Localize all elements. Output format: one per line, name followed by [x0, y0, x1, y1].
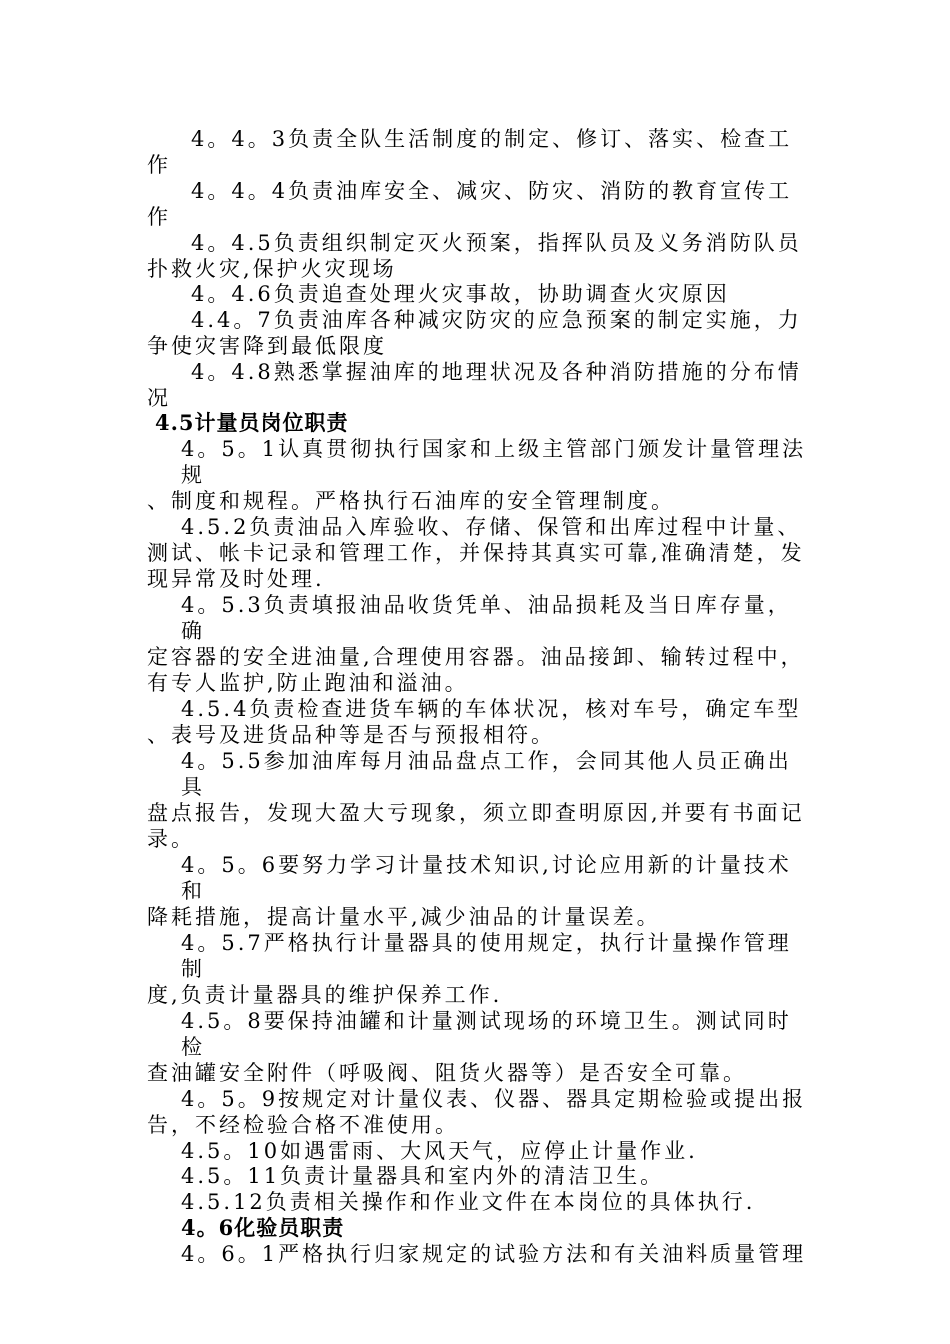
- text-line: 4。5.7严格执行计量器具的使用规定，执行计量操作管理: [181, 931, 792, 955]
- text-line: 4。5.3负责填报油品收货凭单、油品损耗及当日库存量，: [181, 593, 792, 617]
- text-line: 况: [147, 386, 171, 410]
- text-line: 规: [181, 463, 205, 487]
- text-line: 度,负责计量器具的维护保养工作.: [147, 983, 503, 1007]
- text-line: 有专人监护,防止跑油和溢油。: [147, 671, 469, 695]
- text-line: 确: [181, 619, 205, 643]
- text-line: 4.4。7负责油库各种减灾防灾的应急预案的制定实施，力: [191, 308, 802, 332]
- text-line: 作: [147, 153, 171, 177]
- text-line: 4。4.6负责追查处理火灾事故，协助调查火灾原因: [191, 282, 730, 306]
- text-line: 制: [181, 957, 205, 981]
- text-line: 盘点报告，发现大盈大亏现象，须立即查明原因,并要有书面记: [147, 801, 805, 825]
- text-line: 4。4.8熟悉掌握油库的地理状况及各种消防措施的分布情: [191, 360, 802, 384]
- text-line: 4。6。1严格执行归家规定的试验方法和有关油料质量管理: [181, 1242, 807, 1266]
- text-line: 4.5.12负责相关操作和作业文件在本岗位的具体执行.: [181, 1190, 756, 1214]
- text-line: 降耗措施，提高计量水平,减少油品的计量误差。: [147, 905, 661, 929]
- text-line: 检: [181, 1035, 205, 1059]
- text-line: 和: [181, 879, 205, 903]
- text-line: 4.5.2负责油品入库验收、存储、保管和出库过程中计量、: [181, 515, 802, 539]
- text-line: 作: [147, 205, 171, 229]
- text-line: 具: [181, 775, 205, 799]
- text-line: 4.5。10如遇雷雨、大风天气，应停止计量作业.: [181, 1139, 698, 1163]
- section-heading: 4.5计量员岗位职责: [155, 410, 349, 435]
- text-line: 4.5。11负责计量器具和室内外的清洁卫生。: [181, 1164, 665, 1188]
- text-line: 争使灾害降到最低限度: [147, 334, 387, 358]
- text-line: 4.5.4负责检查进货车辆的车体状况，核对车号，确定车型: [181, 697, 802, 721]
- text-line: 扑救火灾,保护火灾现场: [147, 257, 397, 281]
- text-line: 4。4.5负责组织制定灭火预案，指挥队员及义务消防队员: [191, 231, 802, 255]
- text-line: 4。4。3负责全队生活制度的制定、修订、落实、检查工: [191, 127, 793, 151]
- text-line: 4。5.5参加油库每月油品盘点工作，会同其他人员正确出: [181, 749, 792, 773]
- text-line: 告，不经检验合格不准使用。: [147, 1113, 459, 1137]
- text-line: 、表号及进货品种等是否与预报相符。: [147, 723, 555, 747]
- text-line: 4。5。6要努力学习计量技术知识,讨论应用新的计量技术: [181, 853, 792, 877]
- text-line: 、制度和规程。严格执行石油库的安全管理制度。: [147, 489, 675, 513]
- text-line: 4。4。4负责油库安全、减灾、防灾、消防的教育宣传工: [191, 179, 793, 203]
- text-line: 4.5。8要保持油罐和计量测试现场的环境卫生。测试同时: [181, 1009, 792, 1033]
- text-line: 查油罐安全附件（呼吸阀、阻货火器等）是否安全可靠。: [147, 1061, 747, 1085]
- text-line: 测试、帐卡记录和管理工作，并保持其真实可靠,准确清楚，发: [147, 541, 805, 565]
- section-heading: 4。6化验员职责: [181, 1215, 345, 1240]
- text-line: 4。5。9按规定对计量仪表、仪器、器具定期检验或提出报: [181, 1087, 807, 1111]
- text-line: 现异常及时处理.: [147, 567, 325, 591]
- text-line: 录。: [147, 827, 195, 851]
- text-line: 定容器的安全进油量,合理使用容器。油品接卸、输转过程中，: [147, 645, 805, 669]
- text-line: 4。5。1认真贯彻执行国家和上级主管部门颁发计量管理法: [181, 437, 807, 461]
